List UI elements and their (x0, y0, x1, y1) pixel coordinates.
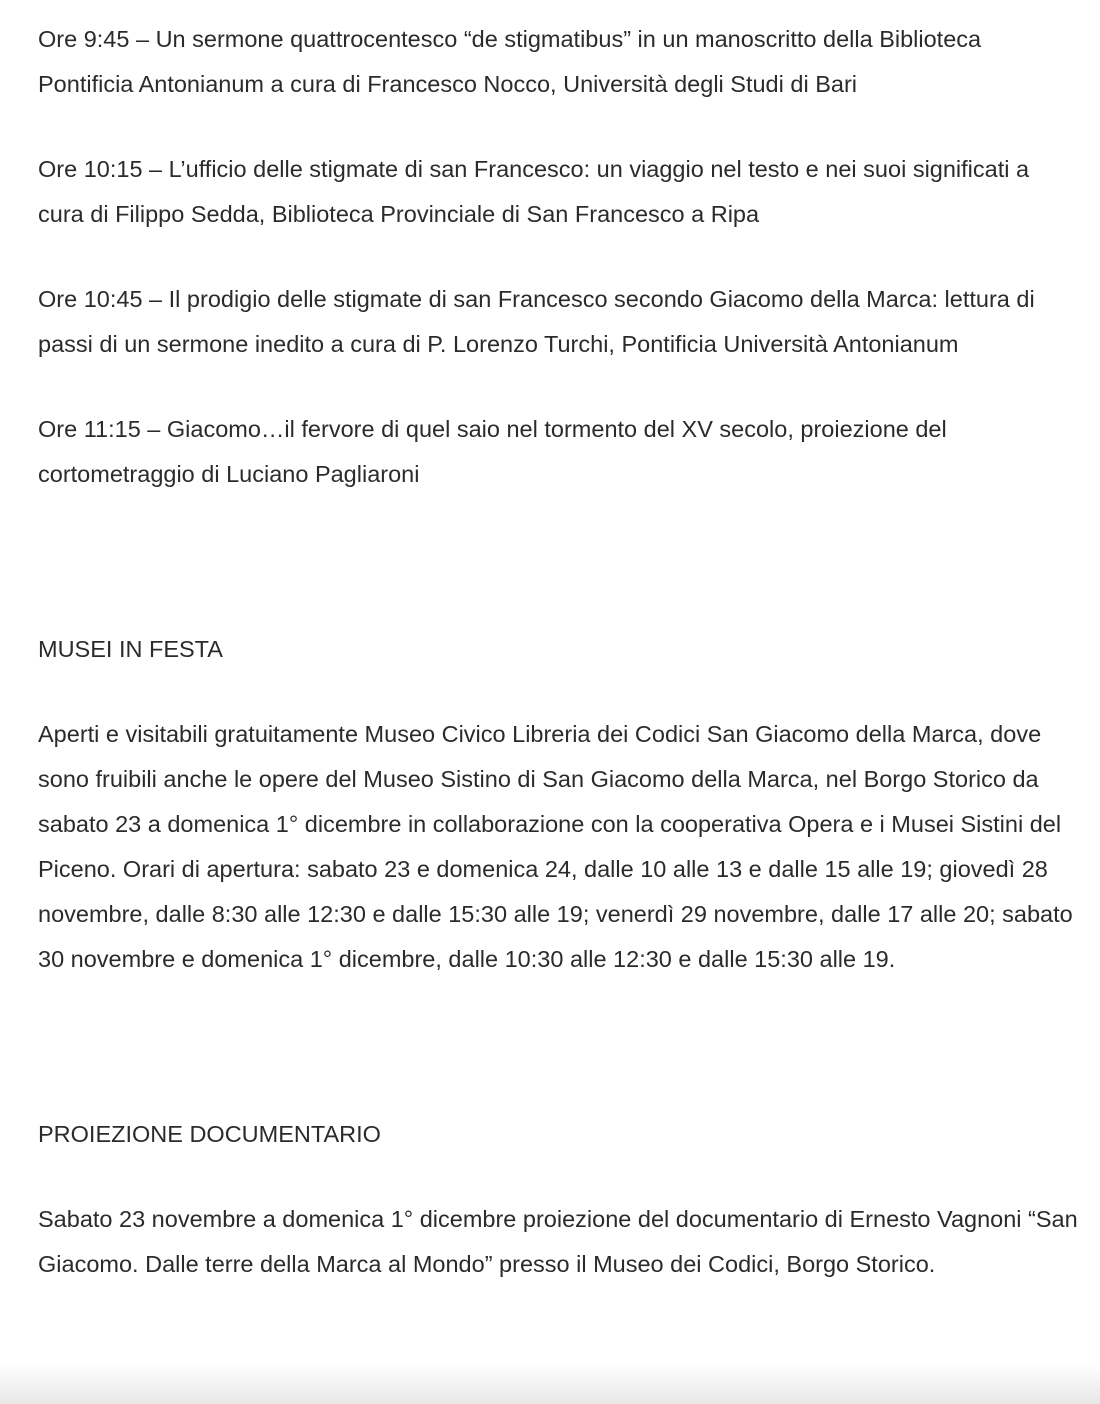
program-item-1015: Ore 10:15 – L’ufficio delle stigmate di san Francesco: un viaggio nel testo e nei suoi significati a cura di Filippo Sedda, Biblioteca Provinciale di San Francesco a Ripa (38, 156, 1030, 227)
section-heading-musei: MUSEI IN FESTA (38, 636, 223, 662)
program-item-1045: Ore 10:45 – Il prodigio delle stigmate di san Francesco secondo Giacomo della Marca: lettura di passi di un sermone inedito a cura di P. Lorenzo Turchi, Pontificia Università Antonianum (38, 286, 1035, 357)
program-item-0945: Ore 9:45 – Un sermone quattrocentesco “de stigmatibus” in un manoscritto della Biblioteca Pontificia Antonianum a cura di Francesco Nocco, Università degli Studi di Bari (38, 26, 982, 97)
article-body (38, 17, 1078, 1327)
program-item-1115: Ore 11:15 – Giacomo…il fervore di quel saio nel tormento del XV secolo, proiezione del cortometraggio di Luciano Pagliaroni (38, 416, 947, 487)
bottom-scroll-shadow (0, 1364, 1100, 1404)
proiezione-paragraph: Sabato 23 novembre a domenica 1° dicembre proiezione del documentario di Ernesto Vagnoni “San Giacomo. Dalle terre della Marca al Mondo” presso il Museo dei Codici, Borgo Storico. (38, 1206, 1078, 1277)
section-heading-proiezione: PROIEZIONE DOCUMENTARIO (38, 1121, 381, 1147)
musei-paragraph: Aperti e visitabili gratuitamente Museo Civico Libreria dei Codici San Giacomo della Marca, dove sono fruibili anche le opere del Museo Sistino di San Giacomo della Marca, nel Borgo Storico da sabato 23 a domenica 1° dicembre in collaborazione con la cooperativa Opera e i Musei Sistini del Piceno. Orari di apertura: sabato 23 e domenica 24, dalle 10 alle 13 e dalle 15 alle 19; giovedì 28 novembre, dalle 8:30 alle 12:30 e dalle 15:30 alle 19; venerdì 29 novembre, dalle 17 alle 20; sabato 30 novembre e domenica 1° dicembre, dalle 10:30 alle 12:30 e dalle 15:30 alle 19. (38, 721, 1073, 972)
